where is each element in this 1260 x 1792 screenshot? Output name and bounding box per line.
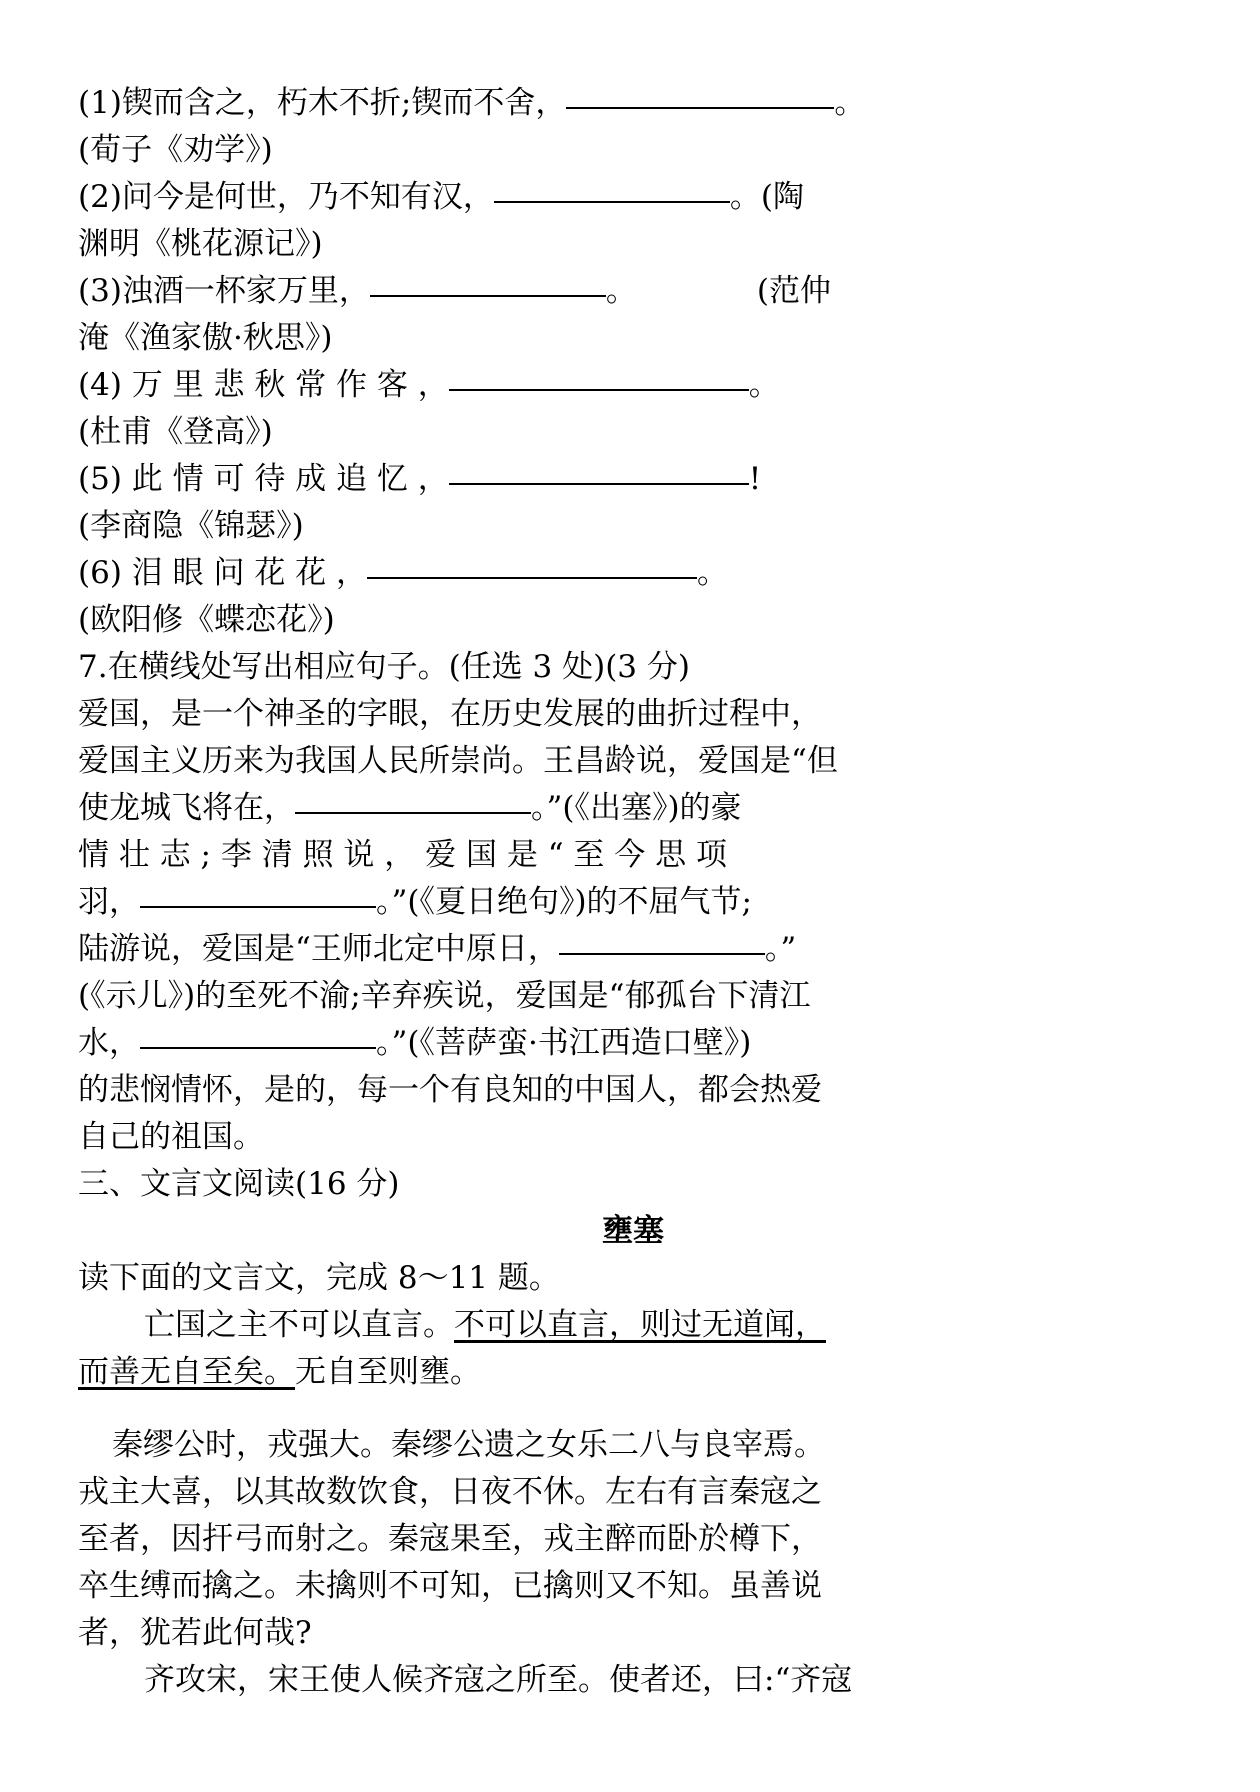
question-7	[78, 644, 1188, 1161]
passage-instruction: 读下面的文言文，完成 8～11 题。	[78, 1260, 560, 1296]
item-2-line-2: 渊明《桃花源记》)	[78, 226, 323, 262]
passage-2-line-1: 秦缪公时，戎强大。秦缪公遗之女乐二八与良宰焉。	[112, 1427, 825, 1463]
answer-blank-7b[interactable]	[140, 906, 376, 908]
item-5-text-pre: (5) 此 情 可 待 成 追 忆 ，	[78, 461, 449, 497]
item-4-text-post: 。	[748, 367, 780, 403]
question-7-frag-b-pre: 羽，	[78, 884, 140, 920]
item-3-text-tail: (范仲	[756, 273, 832, 309]
item-1-text-pre: (1)锲而含之，朽木不折;锲而不舍，	[78, 85, 567, 121]
fill-blank-item-4	[78, 362, 1188, 456]
question-7-body-line-4: 情 壮 志 ; 李 清 照 说 ， 爱 国 是 “ 至 今 思 项	[78, 837, 727, 873]
item-2-line-1	[78, 174, 1188, 221]
question-7-body-line-5	[78, 879, 1188, 926]
fill-blank-item-5	[78, 456, 1188, 550]
item-4-line-2: (杜甫《登高》)	[78, 414, 273, 450]
passage-2-line-3: 至者，因扞弓而射之。秦寇果至，戎主醉而卧於樽下，	[78, 1521, 822, 1557]
section-3-heading: 三、文言文阅读(16 分)	[78, 1166, 400, 1202]
item-4-line-1	[78, 362, 1188, 409]
answer-blank-7a[interactable]	[295, 812, 531, 814]
answer-blank-5[interactable]	[449, 483, 749, 485]
question-7-frag-c-pre: 陆游说，爱国是“王师北定中原日，	[78, 931, 559, 967]
item-6-line-2: (欧阳修《蝶恋花》)	[78, 602, 335, 638]
passage-1-line-1	[78, 1302, 1188, 1349]
question-7-body-line-3	[78, 785, 1188, 832]
question-7-frag-a-pre: 使龙城飞将在，	[78, 790, 295, 826]
answer-blank-7c[interactable]	[559, 953, 765, 955]
passage-1-frag-c-underlined: 而善无自至矣。	[78, 1354, 295, 1390]
passage-1-line-2	[78, 1349, 1188, 1396]
answer-blank-4[interactable]	[449, 389, 749, 391]
answer-blank-6[interactable]	[367, 577, 697, 579]
fill-blank-item-2	[78, 174, 1188, 268]
passage-3-line-1: 齐攻宋，宋王使人候齐寇之所至。使者还，曰:“齐寇	[144, 1662, 853, 1698]
question-7-frag-a-post: 。”(《出塞》)的豪	[531, 790, 742, 826]
passage-2-line-5: 者，犹若此何哉?	[78, 1615, 312, 1651]
item-4-text-pre: (4) 万 里 悲 秋 常 作 客 ，	[78, 367, 449, 403]
item-1-line-1	[78, 80, 1188, 127]
item-1-text-post: 。	[834, 85, 866, 121]
question-7-body-line-2: 爱国主义历来为我国人民所崇尚。王昌龄说，爱国是“但	[78, 743, 838, 779]
question-7-body-line-7: (《示儿》)的至死不渝;辛弃疾说，爱国是“郁孤台下清江	[78, 978, 811, 1014]
question-7-frag-d-pre: 水，	[78, 1025, 140, 1061]
passage-spacer	[78, 1396, 1188, 1422]
passage-2-line-2: 戎主大喜，以其故数饮食，日夜不休。左右有言秦寇之	[78, 1474, 822, 1510]
item-5-line-2: (李商隐《锦瑟》)	[78, 508, 304, 544]
answer-blank-2[interactable]	[494, 201, 730, 203]
section-3	[78, 1161, 1188, 1704]
answer-blank-7d[interactable]	[140, 1047, 376, 1049]
item-6-line-1	[78, 550, 1188, 597]
passage-1-frag-b-underlined: 不可以直言，则过无道闻，	[454, 1307, 826, 1343]
item-1-line-2: (荀子《劝学》)	[78, 132, 273, 168]
item-5-text-post: !	[748, 461, 762, 497]
passage-1-frag-a: 亡国之主不可以直言。	[144, 1307, 454, 1343]
question-7-body-line-6	[78, 926, 1188, 973]
question-7-frag-c-post: 。”	[764, 931, 797, 967]
question-7-body-line-9: 的悲悯情怀，是的，每一个有良知的中国人，都会热爱	[78, 1072, 822, 1108]
fill-blank-item-1	[78, 80, 1188, 174]
passage-2-line-4: 卒生缚而擒之。未擒则不可知，已擒则又不知。虽善说	[78, 1568, 822, 1604]
question-7-frag-d-post: 。”(《菩萨蛮·书江西造口壁》)	[376, 1025, 752, 1061]
item-6-text-pre: (6) 泪 眼 问 花 花 ，	[78, 555, 368, 591]
item-3-line-2: 淹《渔家傲·秋思》)	[78, 320, 333, 356]
question-7-frag-b-post: 。”(《夏日绝句》)的不屈气节;	[376, 884, 752, 920]
question-7-body-line-8	[78, 1020, 1188, 1067]
answer-blank-3[interactable]	[370, 295, 606, 297]
item-3-text-pre: (3)浊酒一杯家万里，	[78, 273, 370, 309]
item-6-text-post: 。	[697, 555, 729, 591]
question-7-body-line-10: 自己的祖国。	[78, 1119, 264, 1155]
item-3-text-post: 。	[605, 273, 637, 309]
passage-1-frag-d: 无自至则壅。	[295, 1354, 481, 1390]
item-2-text-pre: (2)问今是何世，乃不知有汉，	[78, 179, 494, 215]
answer-blank-1[interactable]	[566, 107, 834, 109]
question-7-prompt: 7.在横线处写出相应句子。(任选 3 处)(3 分)	[78, 649, 690, 685]
question-7-body-line-1: 爱国，是一个神圣的字眼，在历史发展的曲折过程中，	[78, 696, 822, 732]
fill-blank-item-3	[78, 268, 1188, 362]
item-2-text-post: 。(陶	[729, 179, 805, 215]
fill-blank-item-6	[78, 550, 1188, 644]
item-5-line-1	[78, 456, 1188, 503]
item-3-line-1	[78, 268, 1188, 315]
passage-title: 壅塞	[602, 1213, 664, 1249]
